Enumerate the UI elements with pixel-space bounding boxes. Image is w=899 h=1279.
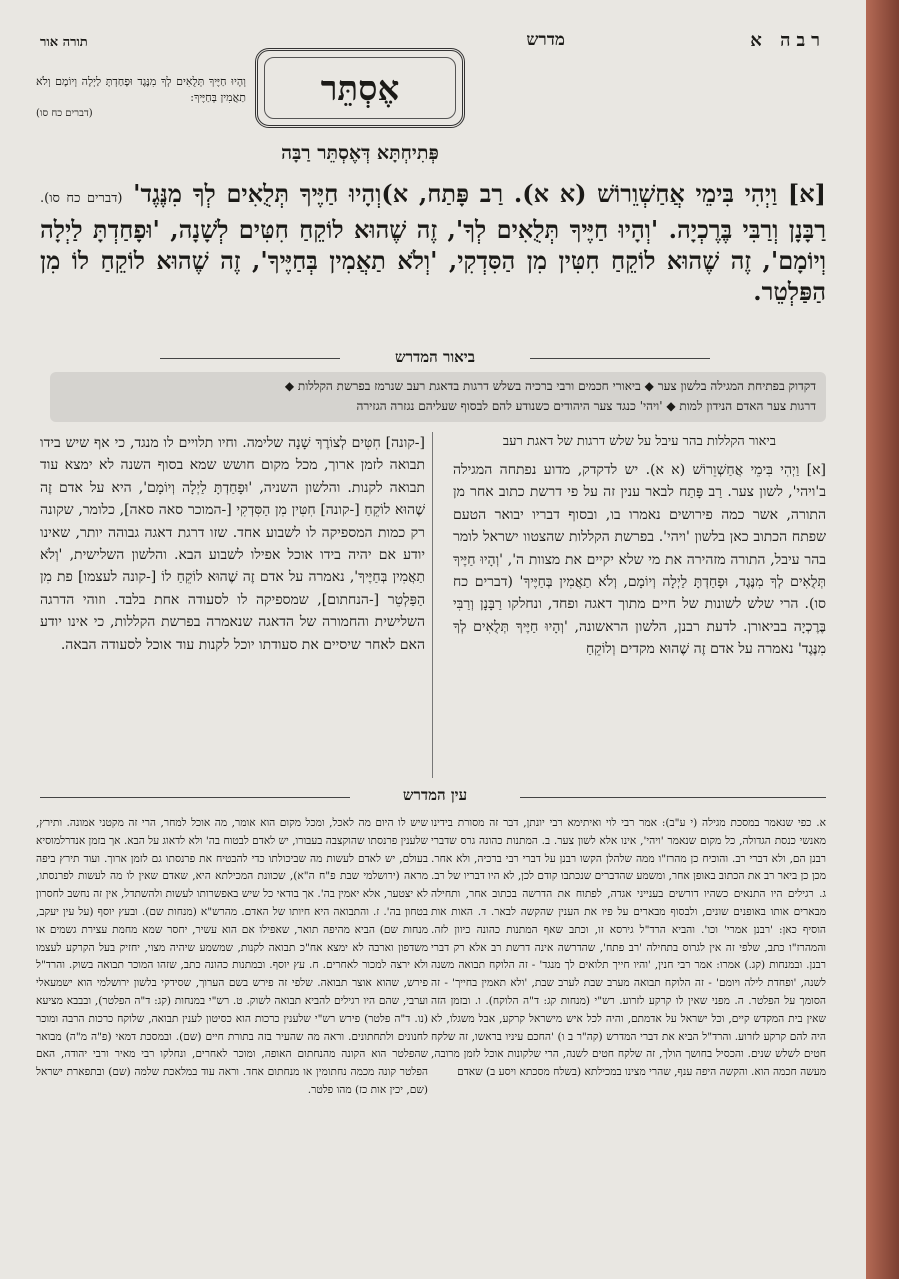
ornamental-title-frame xyxy=(255,48,465,128)
left-column-text: [-קונה] חִטִּים לְצוֹרֶךְ שָׁנָה שלימה. וחיו תלויים לו מנגד, כי אף שיש בידו תבואה לזמן ארוך, מכל מקום חושש שמא בסוף השנה לא ימצא עוד תבואה לקנות. והלשון השניה, 'וּפָחַדְתָּ לַיְלָה וְיוֹמָם', היא על אדם זֶה שֶׁהוּא לוֹקֵחַ [-קונה] חִטִּין מִן הַסִּדְקִי [-המוכר סאה סאה], כלומר, שקונה רק כמות המספיקה לו לשבוע אחד. שזו דרגת דאגה גבוהה יותר, שאינו יודע אם יהיה בידו אוכל אפילו לשבוע הבא. והלשון השלישית, 'וְלֹא תַאֲמִין בְּחַיֶּיךָ', נאמרה על אדם זֶה שֶׁהוּא לוֹקֵחַ לוֹ [-קונה לעצמו] פת מִן הַפַּלְטֵר [-הנחתום], שמספיקה לו לסעודה אחת בלבד. וזוהי הדרגה השלישית והחמורה של הדאגה שנאמרה בפרשת הקללות, כי אינו יודע האם לאחר שיסיים את סעודתו יוכל לקנות עוד אוכל לסעודה הבאה. xyxy=(40,435,425,653)
torah-or-note xyxy=(36,74,246,122)
ein-divider-right xyxy=(520,797,826,798)
torah-or-ref: (דברים כח סו) xyxy=(36,108,93,119)
biur-right-column xyxy=(453,432,826,661)
main-text-ref: (דברים כח סו). xyxy=(40,191,123,206)
right-column-title: ביאור הקללות בהר עיבל על שלש דרגות של דאגת רעב xyxy=(502,434,777,449)
biur-divider-right xyxy=(530,358,710,359)
section-ein-title: עין המדרש xyxy=(402,786,468,804)
ein-divider-left xyxy=(40,797,350,798)
midrash-main-text xyxy=(40,178,826,307)
main-text-part2: רַבָּנָן וְרַבִּי בֶּרֶכְיָה. 'וְהָיוּ חַיֶּיךָ תְּלֻאִים לְךָ', זֶה שֶׁהוּא לוֹקֵחַ חִטִּים לְשָׁנָה, 'וּפָחַדְתָּ לַיְלָה וְיוֹמָם', זֶה שֶׁהוּא לוֹקֵחַ חִטִּין מִן הַסִּדְקִי, 'וְלֹא תַאֲמִין בְּחַיֶּיךָ', זֶה שֶׁהוּא לוֹקֵחַ לוֹ מִן הַפַּלְטֵר. xyxy=(40,215,826,306)
summary-line-1: דקדוק בפתיחת המגילה בלשון צער ◆ ביאורי חכמים ורבי ברכיה בשלש דרגות בדאגת רעב שנרמז בפרשת הקללות ◆ xyxy=(284,379,816,393)
footnotes-right-column: א. כפי שנאמר במסכת מגילה (י ע"ב): אמר רבי לוי ואיתימא רבי יונתן, דבר זה מסורת בידינו מאנשי כנסת הגדולה, כל מקום שנאמר 'ויהי', אינו אלא לשון צער. ב. המתנות כהונה גרס שדברי רבנן הם, ולא דברי רב. והוכיח כן מהרז"ו ממה שלהלן הקשו רבנן על דברי רבי ברכיה, ולא אחר. מכן כן ביאר רב את הכתוב באופן אחר, ומשמע שהדברים שנכתבו קודם לכן, לא היו דבריו של רב. ג. רגילים היו התנאים כשהיו דורשים בענייני אגדה, לפתוח את הדרשה בכתוב אחר, ותחילה מבארים אותו באופנים שונים, ולבסוף מבארים על פיו את הענין שהקשה לבאר. ד. האות אות הוסיף כאן: 'רבנן אמרי' וכו'. והביא הרד"ל גירסא זו, וכתב שאף המתנות כהונה כיוון לזה. והמהרז"ו כתב, שלפי זה אין לגרוס בתחילה 'רב פתח', שהדרשה אינה דרשת רב אלא רק דברי רבנן. ובמנחות (קג.) אמרו: אמר רבי חנין, 'והיו חייך תלואים לך מנגד' - זה הלוקח תבואה משנה לשנה, 'ופחדת לילה ויומם' - זה הלוקח תבואה מערב שבת לערב שבת, 'ולא תאמין בחייך' - זה הסומך על הפלטר. ה. מפני שאין לו קרקע לזרוע. רש"י (מנחות קג: ד"ה הלוקח). ו. ובזמן הזה שאין בית המקדש קיים, וכל ישראל על אדמתם, והיה לכל איש מישראל קרקע, אבל משגלו, לא היה להם קרקע לזרוע. והרד"ל הביא את דברי המדרש (קה"ר ב ו) 'החכם עיניו בראשו, זה שלקח חטים לשלש שנים. והכסיל בחושך הולך, זה שלקח חטים לשנה, הרי שלקונות אוכל לזמן מרובה, מעשה חכמה הוא. והקשה היפה ענף, שהרי מצינו במכילתא (בשלח מסכתא ויסע ב) שאדם xyxy=(431,817,826,1079)
book-edge xyxy=(866,0,899,1279)
section-biur-title: ביאור המדרש xyxy=(395,348,475,366)
right-column-text: [א] וַיְהִי בִּימֵי אֲחַשְׁוֵרוֹשׁ (א א). יש לדקדק, מדוע נפתחה המגילה ב'ויהי', לשון צער. רַב פָּתַח לבאר ענין זה על פי דרשת כתוב אחר מן התורה, אשר כמה פירושים נאמרו בו, ובסוף דבריו יבואר הטעם שפתח הכתוב כאן בלשון 'ויהי'. בפרשת הקללות שהצטוו ישראל לומר בהר עיבל, התורה מזהירה את מי שלא יקיים את מצוות ה', 'וְהָיוּ חַיֶּיךָ תְּלֻאִים לְךָ מִנֶּגֶד, וּפָחַדְתָּ לַיְלָה וְיוֹמָם, וְלֹא תַאֲמִין בְּחַיֶּיךָ' (דברים כח סו). הרי שלש לשונות של חיים מתוך דאגה ופחד, ונחלקו רַבָּנָן וְרַבִּי בֶּרֶכְיָה בביאורן. לדעת רבנן, הלשון הראשונה, 'וְהָיוּ חַיֶּיךָ תְּלֻאִים לְךָ מִנֶּגֶד' נאמרה על אדם זֶה שֶׁהוּא מקדים וְלוֹקֵחַ xyxy=(453,462,826,658)
torah-or-verse: וְהָיוּ חַיֶּיךָ תְּלֻאִים לְךָ מִנֶּגֶד וּפָחַדְתָּ לַיְלָה וְיוֹמָם וְלֹא תַאֲמִין בְּחַיֶּיךָ: xyxy=(36,75,246,104)
header-midrash: מדרש xyxy=(526,30,565,50)
column-separator xyxy=(432,432,433,778)
summary-box xyxy=(50,372,826,422)
petichta-subtitle: פְּתִיחְתָּא דְּאֶסְתֵּר רַבָּה xyxy=(281,142,439,164)
header-torah-or: תורה אור xyxy=(40,35,88,50)
biur-divider-left xyxy=(160,358,340,359)
main-text-part1: [א] וַיְהִי בִּימֵי אֲחַשְׁוֵרוֹשׁ (א א). רַב פָּתַח, א)וְהָיוּ חַיֶּיךָ תְּלֻאִים לְךָ מִנֶּגֶד' xyxy=(133,179,827,208)
header-book-title: רבה א xyxy=(750,30,826,51)
summary-line-2: דרגות צער האדם הנידון למות ◆ 'ויהי' כנגד צער היהודים כשנודע להם לבסוף שעליהם נגזרה הגזירה xyxy=(356,399,816,413)
biur-left-column xyxy=(40,432,425,656)
book-title-esther: אֶסְתֵּר xyxy=(320,69,400,109)
footnotes-left-column: שיש לו היום מה לאכל, ומכל מקום הוא אומר, מה אוכל למחר, הרי זה מקטני אמונה. ותירץ, שלענין פרנסתו שהוקצבה בעבורו, יש לאדם לבטוח בה' ולא לדאוג על הבא. אך בזמן אנדרלמוסיא בעולם, יש לאדם לעשות מה שביכולתו כדי להבטיח את פרנסתו גם לזמן ארוך. ועוד תירץ ביפה מראה (ירושלמי שבת פ"ח ה"א), שכוונת המכילתא היא, שאדם שאין לו מה לעשות לפרנסתו, לא יצטער, אלא יאמין בה'. אך בודאי כל שיש באפשרותו לעשות ולהשתדל, אין זה נחשב לחסרון בטחון בה'. ז. והתבואה היא חיותו של האדם. מהרש"א (מנחות שם). ובעץ יוסף (על עין יעקב, מנחות שם) הביא מהיפה תואר, שאפילו אם הוא עשיר, יחסר שמא מחמת עצירת גשמים או משדפון וארבה לא ימצא אח"כ תבואה לקנות, שמשמע שיהיה מצוי, יחזיק בעל הקרקע לעצמו ולא ירצה למכור לאחרים. ח. עץ יוסף. ובמתנות כהונה כתב, שזהו המוכר תבואה בשוק. והרד"ל פירש, שהוא אוצר תבואה. שלפי זה פירש בשם הערוך, שסידקי בלשון ירושלמי הוא ישמעאלי וערבי, שהם היו רגילים להביא תבואה לשוק. ט. רש"י במנחות (קג: ד"ה הפלטר), ובבבא מציעא (נו. ד"ה פלטר) פירש רש"י שלענין כרכות הוא כסיטון לענין תבואה, שלוקח כרכות הרבה ומוכר לחנונים ולתחתונים. וראה מה שהעיר בזה בתורת חיים (שם). ובמסכת דמאי (פ"ה מ"ה) מבואר שהפלטר הוא הקונה מהנחתום האופה, ומוכר לאחרים, ונחלקו רבי מאיר ורבי יהודה, האם הפלטר קונה מכמה נחתומין או מנחתום אחד. וראה עוד במלאכת שלמה (שם) ובתפארת ישראל (שם, יכין אות כז) מהו פלטר. xyxy=(35,817,428,1096)
